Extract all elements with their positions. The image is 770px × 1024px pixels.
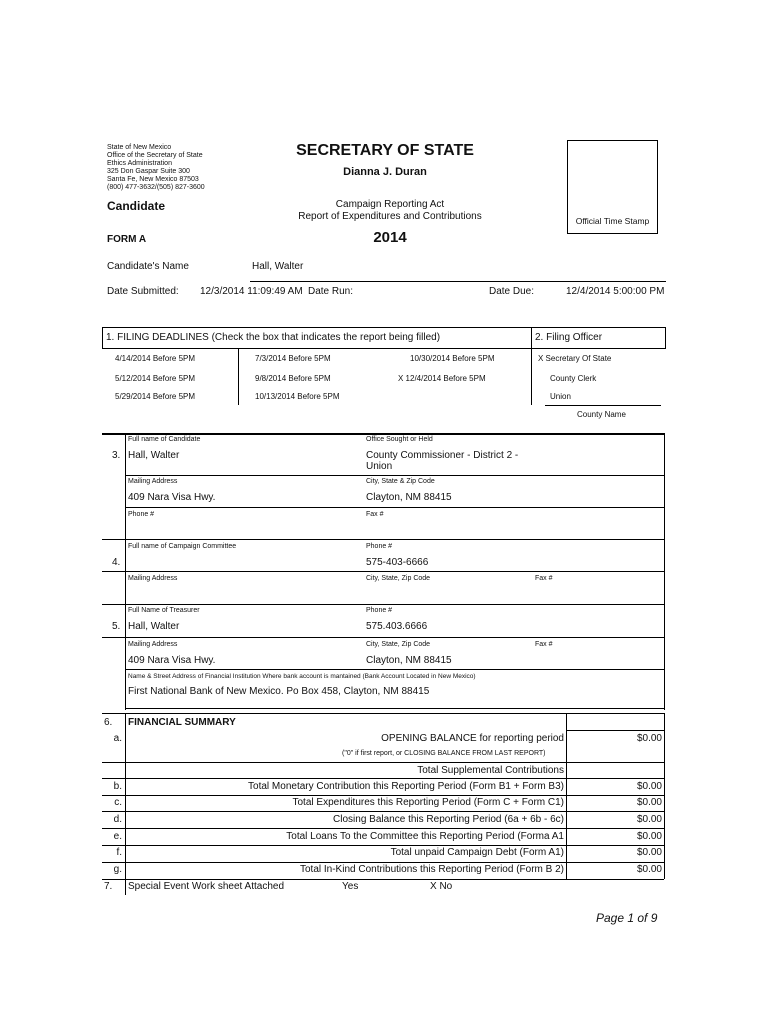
summary-row-label: Total Monetary Contribution this Reporting Period (Form B1 + Form B3): [248, 781, 564, 792]
summary-row-label: Total Expenditures this Reporting Period (Form C + Form C1): [292, 797, 564, 808]
section-7-number: 7.: [104, 881, 113, 892]
county-name-label: County Name: [577, 410, 626, 419]
deadline-option[interactable]: 7/3/2014 Before 5PM: [255, 354, 331, 363]
committee-fax-label: Fax #: [535, 575, 553, 582]
filing-officer-header: 2. Filing Officer: [535, 332, 603, 343]
summary-row-value: $0.00: [636, 864, 662, 875]
treasurer-city-value: Clayton, NM 88415: [366, 655, 452, 666]
summary-row-value: $0.00: [636, 797, 662, 808]
summary-row-label: Total unpaid Campaign Debt (Form A1): [390, 847, 564, 858]
official-time-stamp-box: [567, 140, 658, 234]
agency-address-block: [107, 144, 205, 192]
stamp-label: Official Time Stamp: [575, 216, 650, 226]
agency-line: 325 Don Gaspar Suite 300: [107, 168, 190, 175]
special-event-label: Special Event Work sheet Attached: [128, 881, 285, 892]
city-label: City, State & Zip Code: [366, 478, 435, 485]
phone-label: Phone #: [128, 511, 155, 518]
committee-mailing-label: Mailing Address: [128, 575, 178, 582]
summary-row-label: Closing Balance this Reporting Period (6a + 6b - 6c): [333, 814, 564, 825]
page-title: SECRETARY OF STATE: [296, 142, 474, 159]
summary-row-label: Total In-Kind Contributions this Reporting Period (Form B 2): [299, 864, 564, 875]
summary-row-value: $0.00: [636, 847, 662, 858]
summary-row-label: Total Supplemental Contributions: [417, 765, 564, 776]
candidate-name-label: Candidate's Name: [107, 261, 189, 272]
deadline-option[interactable]: 4/14/2014 Before 5PM: [115, 354, 196, 363]
mailing-label: Mailing Address: [128, 478, 178, 485]
summary-rule: [102, 862, 664, 863]
summary-row-letter: b.: [113, 781, 122, 792]
summary-row-value: $0.00: [636, 733, 662, 744]
summary-row-value: $0.00: [636, 814, 662, 825]
deadline-option-checked[interactable]: X 12/4/2014 Before 5PM: [398, 374, 486, 383]
deadline-option[interactable]: 10/13/2014 Before 5PM: [255, 392, 340, 401]
summary-row-letter: f.: [116, 847, 122, 858]
summary-row-letter: e.: [113, 831, 122, 842]
committee-phone-label: Phone #: [366, 543, 393, 550]
committee-phone-value: 575-403-6666: [366, 557, 429, 568]
committee-label: Full name of Campaign Committee: [128, 543, 237, 550]
summary-rule: [102, 762, 664, 763]
city-value: Clayton, NM 88415: [366, 492, 452, 503]
agency-line: Ethics Administration: [107, 160, 172, 167]
committee-city-label: City, State, Zip Code: [366, 575, 431, 582]
bank-value: First National Bank of New Mexico. Po Box 458, Clayton, NM 88415: [128, 686, 430, 697]
summary-rule: [102, 795, 664, 796]
treasurer-label: Full Name of Treasurer: [128, 607, 200, 614]
summary-rule: [102, 828, 664, 829]
report-title: Report of Expenditures and Contributions: [298, 211, 482, 222]
date-submitted-value: 12/3/2014 11:09:49 AM: [200, 286, 303, 297]
office-value: County Commissioner - District 2 -: [366, 450, 519, 461]
office-label: Office Sought or Held: [366, 436, 433, 443]
summary-rule: [566, 730, 664, 731]
section-5-number: 5.: [112, 621, 121, 632]
fax-label: Fax #: [366, 511, 384, 518]
financial-summary-title: FINANCIAL SUMMARY: [128, 717, 236, 728]
bank-label: Name & Street Address of Financial Institution Where bank account is mantained (Bank Account Located in New Mexico): [128, 673, 476, 680]
summary-row-value: $0.00: [636, 831, 662, 842]
deadline-option[interactable]: 10/30/2014 Before 5PM: [410, 354, 495, 363]
date-submitted-label: Date Submitted:: [107, 286, 179, 297]
mailing-value: 409 Nara Visa Hwy.: [128, 492, 216, 503]
officer-county-value: Union: [550, 392, 571, 401]
agency-line: Santa Fe, New Mexico 87503: [107, 176, 199, 183]
special-event-yes[interactable]: Yes: [342, 881, 359, 892]
candidate-fullname-label: Full name of Candidate: [128, 436, 201, 443]
deadline-option[interactable]: 9/8/2014 Before 5PM: [255, 374, 331, 383]
summary-row-letter: a.: [113, 733, 122, 744]
officer-option[interactable]: County Clerk: [550, 374, 597, 383]
summary-row-label: OPENING BALANCE for reporting period: [381, 733, 564, 744]
filing-deadlines-header: 1. FILING DEADLINES (Check the box that indicates the report being filled): [106, 332, 441, 343]
section-3-number: 3.: [112, 450, 121, 461]
summary-rule: [102, 778, 664, 779]
opening-balance-note: ("0" if first report, or CLOSING BALANCE FROM LAST REPORT): [342, 750, 546, 757]
treasurer-phone-value: 575.403.6666: [366, 621, 428, 632]
treasurer-value: Hall, Walter: [128, 621, 180, 632]
section-4-number: 4.: [112, 557, 121, 568]
treasurer-mailing-value: 409 Nara Visa Hwy.: [128, 655, 216, 666]
date-due-label: Date Due:: [489, 286, 535, 297]
summary-row-letter: d.: [113, 814, 122, 825]
summary-rule: [102, 811, 664, 812]
deadline-option[interactable]: 5/12/2014 Before 5PM: [115, 374, 196, 383]
section-6-number: 6.: [104, 717, 113, 728]
treasurer-city-label: City, State, Zip Code: [366, 641, 431, 648]
treasurer-fax-label: Fax #: [535, 641, 553, 648]
date-due-value: 12/4/2014 5:00:00 PM: [566, 286, 665, 297]
candidate-heading: Candidate: [107, 199, 166, 213]
act-title: Campaign Reporting Act: [335, 199, 445, 210]
special-event-no-checked[interactable]: X No: [430, 881, 453, 892]
agency-line: Office of the Secretary of State: [107, 152, 203, 159]
summary-row-label: Total Loans To the Committee this Reporting Period (Forma A1: [286, 831, 564, 842]
agency-line: State of New Mexico: [107, 144, 172, 151]
date-run-label: Date Run:: [308, 286, 354, 297]
summary-rule: [102, 845, 664, 846]
summary-row-letter: g.: [113, 864, 122, 875]
summary-row-value: $0.00: [636, 781, 662, 792]
page-number: Page 1 of 9: [596, 911, 658, 925]
summary-row-letter: c.: [114, 797, 122, 808]
treasurer-mailing-label: Mailing Address: [128, 641, 178, 648]
form-label: FORM A: [107, 234, 147, 245]
report-year: 2014: [373, 229, 407, 246]
office-value-line2: Union: [366, 461, 393, 472]
treasurer-phone-label: Phone #: [366, 607, 393, 614]
officer-option-checked[interactable]: X Secretary Of State: [538, 354, 612, 363]
deadline-option[interactable]: 5/29/2014 Before 5PM: [115, 392, 196, 401]
agency-line: (800) 477-3632/(505) 827-3600: [107, 184, 205, 191]
official-name: Dianna J. Duran: [343, 166, 427, 178]
candidate-name-value: Hall, Walter: [252, 261, 304, 272]
candidate-fullname-value: Hall, Walter: [128, 450, 180, 461]
